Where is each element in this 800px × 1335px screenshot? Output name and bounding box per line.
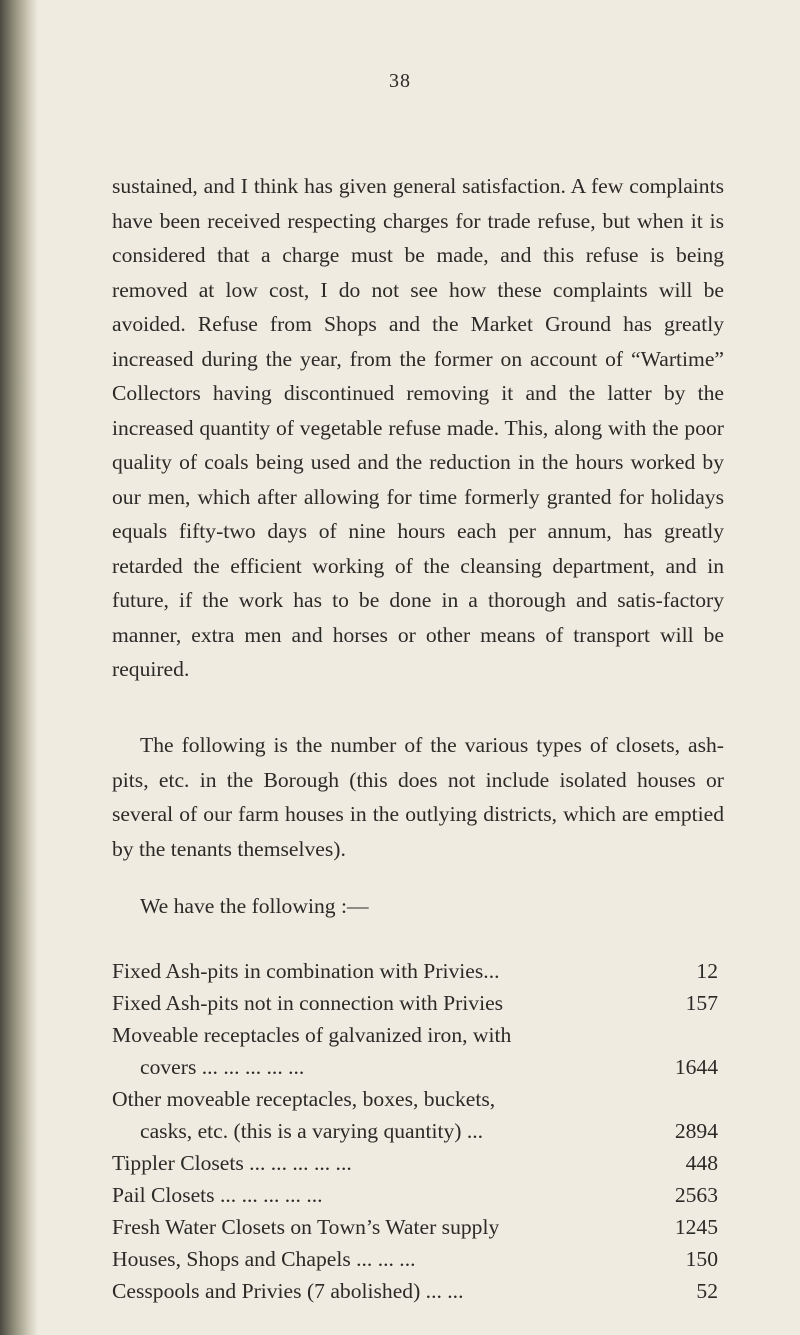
item-label-continuation: covers ... ... ... ... ... xyxy=(140,1055,305,1079)
item-count: 52 xyxy=(696,1279,718,1303)
item-label: Fresh Water Closets on Town’s Water supply xyxy=(112,1215,500,1239)
paragraph-list-lead: We have the following :— xyxy=(140,894,369,918)
item-count: 150 xyxy=(685,1247,718,1271)
page-binding-edge xyxy=(0,0,38,1335)
item-label: Pail Closets ... ... ... ... ... xyxy=(112,1183,323,1207)
item-label-continuation: casks, etc. (this is a varying quantity) ... xyxy=(140,1119,484,1143)
list-item-continuation xyxy=(112,1115,718,1147)
item-label: Tippler Closets ... ... ... ... ... xyxy=(112,1151,352,1175)
closet-counts-list xyxy=(112,955,718,1307)
item-count: 2563 xyxy=(674,1183,718,1207)
item-label: Fixed Ash-pits in combination with Privies... xyxy=(112,959,500,983)
list-item xyxy=(112,1275,718,1307)
list-item xyxy=(112,1147,718,1179)
item-count: 2894 xyxy=(674,1119,718,1143)
item-label: Cesspools and Privies (7 abolished) ... ... xyxy=(112,1279,464,1303)
page-number: 38 xyxy=(389,70,411,92)
list-item xyxy=(112,1019,718,1051)
item-label: Houses, Shops and Chapels ... ... ... xyxy=(112,1247,416,1271)
list-item xyxy=(112,1179,718,1211)
list-item xyxy=(112,1083,718,1115)
paragraph-refuse-report: sustained, and I think has given general satisfaction. A few complaints have been received respecting charges for trade refuse, but when it is considered that a charge must be made, and this refuse is being removed at low cost, I do not see how these complaints will be avoided. Refuse from Shops and the Market Ground has greatly increased during the year, from the former on account of “Wartime” Collectors having discontinued removing it and the latter by the increased quantity of vegetable refuse made. This, along with the poor quality of coals being used and the reduction in the hours worked by our men, which after allowing for time formerly granted for holidays equals fifty-two days of nine hours each per annum, has greatly retarded the efficient working of the cleansing department, and in future, if the work has to be done in a thorough and satis-factory manner, extra men and horses or other means of transport will be required. xyxy=(112,174,724,681)
list-item xyxy=(112,987,718,1019)
list-item-continuation xyxy=(112,1051,718,1083)
item-label: Other moveable receptacles, boxes, buckets, xyxy=(112,1087,496,1111)
item-count: 157 xyxy=(685,991,718,1015)
item-count: 1644 xyxy=(674,1055,718,1079)
paragraph-closet-types-intro: The following is the number of the various types of closets, ash-pits, etc. in the Borough (this does not include isolated houses or several of our farm houses in the outlying districts, which are emptied by the tenants themselves). xyxy=(112,733,724,861)
list-item xyxy=(112,1211,718,1243)
item-count: 12 xyxy=(696,959,718,983)
item-label: Moveable receptacles of galvanized iron, with xyxy=(112,1023,512,1047)
item-label: Fixed Ash-pits not in connection with Privies xyxy=(112,991,504,1015)
item-count: 1245 xyxy=(674,1215,718,1239)
list-item xyxy=(112,955,718,987)
list-item xyxy=(112,1243,718,1275)
item-count: 448 xyxy=(685,1151,718,1175)
